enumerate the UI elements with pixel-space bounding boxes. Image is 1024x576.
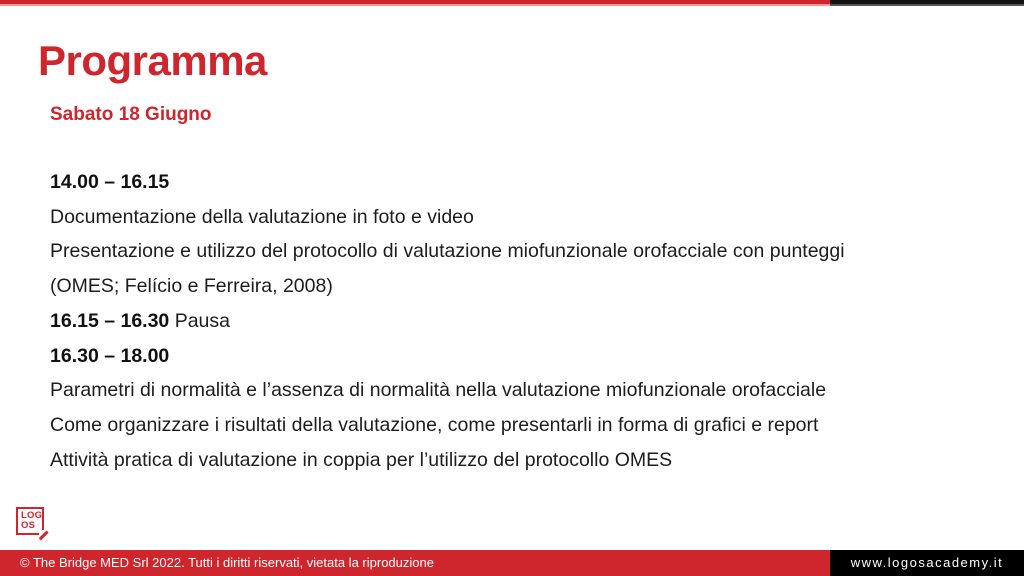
time-range: 14.00 – 16.15: [50, 171, 170, 193]
program-lines: [50, 165, 1000, 477]
logo-text-line2: OS: [21, 520, 36, 531]
program-text: Come organizzare i risultati della valutazione, come presentarli in forma di grafici e report: [50, 413, 819, 436]
logos-logo: [16, 507, 46, 537]
time-range: 16.30 – 18.00: [50, 344, 170, 367]
top-bar: [0, 0, 1024, 8]
program-line: [50, 304, 1000, 339]
program-text: Documentazione della valutazione in foto e video: [50, 205, 474, 228]
copyright-text: © The Bridge MED Srl 2022. Tutti i diritti riservati, vietata la riproduzione: [20, 555, 434, 570]
program-text: (OMES; Felício e Ferreira, 2008): [50, 275, 333, 298]
program-text: Pausa: [169, 309, 230, 332]
top-bar-red-segment: [0, 0, 830, 6]
logo-text-line1: LOG: [21, 510, 43, 521]
footer: [0, 550, 1024, 576]
slide-subtitle: Sabato 18 Giugno: [50, 104, 212, 125]
top-bar-black-segment: [830, 0, 1024, 6]
program-text: Parametri di normalità e l’assenza di normalità nella valutazione miofunzionale orofacciale: [50, 379, 827, 402]
program-text: Attività pratica di valutazione in coppia per l’utilizzo del protocollo OMES: [50, 448, 673, 471]
program-line: [50, 443, 1000, 478]
program-line: [50, 373, 1000, 408]
program-line: [50, 408, 1000, 443]
footer-copyright-bar: [0, 550, 830, 576]
program-line: [50, 165, 1000, 200]
program-line: [50, 200, 1000, 235]
website-text: www.logosacademy.it: [850, 555, 1004, 570]
program-text: Presentazione e utilizzo del protocollo di valutazione miofunzionale orofacciale con punteggi: [50, 240, 845, 263]
program-line: [50, 269, 1000, 304]
slide-title: Programma: [38, 37, 267, 84]
footer-website-box: [830, 550, 1024, 576]
time-range: 16.15 – 16.30: [50, 309, 170, 332]
program-line: [50, 339, 1000, 374]
program-line: [50, 234, 1000, 269]
